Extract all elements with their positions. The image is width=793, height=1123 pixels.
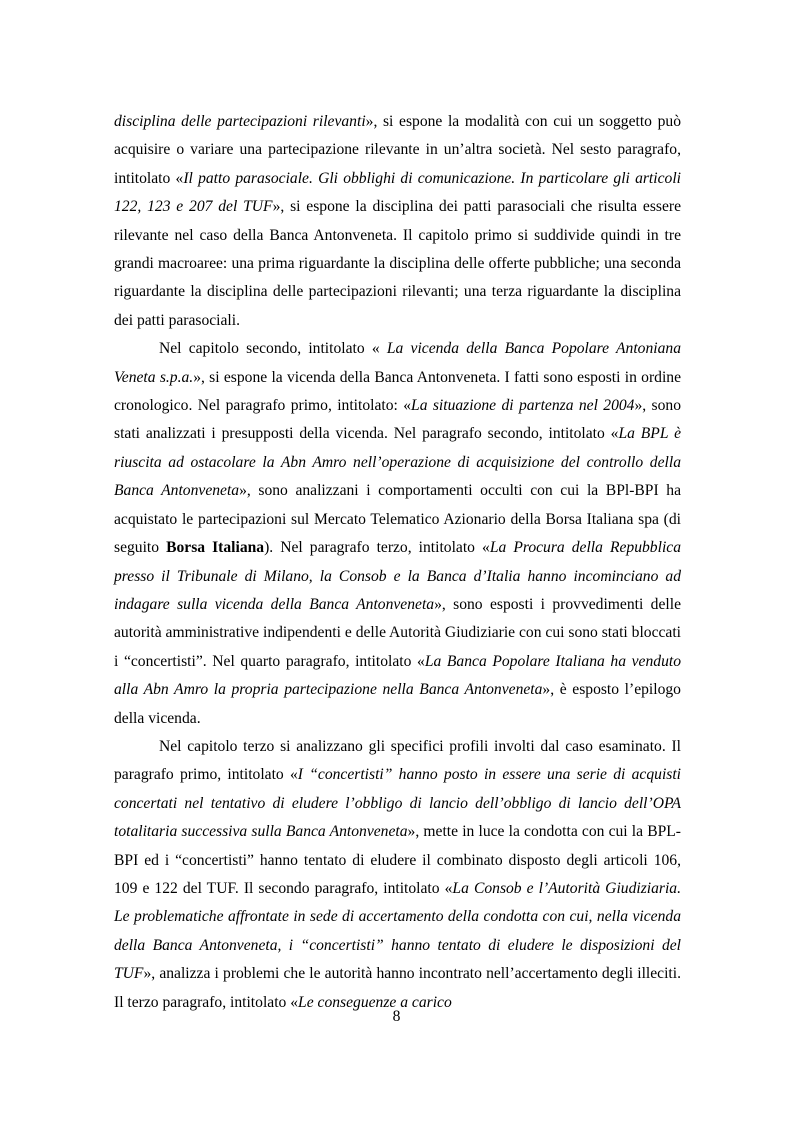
page-number: 8 — [392, 1008, 401, 1025]
text-segment: ). Nel paragrafo terzo, intitolato « — [264, 539, 490, 557]
document-body — [114, 108, 681, 1017]
text-segment: La Consob e l’Autorità Giudiziaria. Le problematiche affrontate in sede di accertamento della condotta con cui, nella vicenda della Banca Antonveneta, i “concertisti” hanno tentato di eludere le disposizioni del TUF — [114, 879, 681, 983]
text-segment: I “concertisti” hanno posto in essere una serie di acquisti concertati nel tentativo di eludere l’obbligo di lancio dell’obbligo di lancio dell’OPA totalitaria successiva sulla Banca Antonveneta — [114, 766, 682, 841]
text-segment: Le conseguenze a carico — [298, 993, 452, 1011]
text-segment: Nel capitolo secondo, intitolato « — [159, 340, 387, 358]
text-segment: Nel capitolo terzo si analizzano gli specifici profili involti dal caso esaminato. Il paragrafo primo, intitolato « — [114, 737, 681, 784]
text-segment: », sono esposti i provvedimenti delle autorità amministrative indipendenti e delle Autorità Giudiziarie con cui sono stati bloccati i “concertisti”. Nel quarto paragrafo, intitolato « — [114, 595, 681, 670]
text-segment: La situazione di partenza nel 2004 — [411, 397, 635, 415]
text-segment: », sono analizzani i comportamenti occulti con cui la BPl-BPI ha acquistato le partecipazioni sul Mercato Telematico Azionario della Borsa Italiana spa (di seguito — [114, 482, 681, 557]
text-segment: », si espone la modalità con cui un soggetto può acquisire o variare una partecipazione rilevante in un’altra società. Nel sesto paragrafo, intitolato « — [114, 113, 681, 187]
text-segment: », mette in luce la condotta con cui la BPL-BPI ed i “concertisti” hanno tentato di eludere il combinato disposto degli articoli 106, 109 e 122 del TUF. Il secondo paragrafo, intitolato « — [114, 823, 681, 897]
paragraph-3 — [114, 733, 681, 1017]
text-segment: », sono stati analizzati i presupposti della vicenda. Nel paragrafo secondo, intitolato « — [114, 397, 681, 443]
text-segment: Borsa Italiana — [166, 539, 265, 557]
text-segment: », si espone la vicenda della Banca Antonveneta. I fatti sono esposti in ordine cronologico. Nel paragrafo primo, intitolato: « — [114, 368, 681, 415]
paragraph-2 — [114, 335, 681, 733]
text-segment: », è esposto l’epilogo della vicenda. — [114, 681, 681, 727]
text-segment: », si espone la disciplina dei patti parasociali che risulta essere rilevante nel caso della Banca Antonveneta. Il capitolo primo si suddivide quindi in tre grandi macroaree: una prima riguardante la disciplina delle offerte pubbliche; una seconda riguardante la disciplina delle partecipazioni rilevanti; una terza riguardante la disciplina dei patti parasociali. — [114, 198, 682, 329]
paragraph-1 — [114, 108, 681, 335]
text-segment: disciplina delle partecipazioni rilevanti — [114, 113, 366, 130]
text-segment: Il patto parasociale. Gli obblighi di comunicazione. In particolare gli articoli 122, 123 e 207 del TUF — [114, 169, 681, 216]
text-segment: La Banca Popolare Italiana ha venduto alla Abn Amro la propria partecipazione nella Banca Antonveneta — [114, 652, 681, 699]
text-segment: La vicenda della Banca Popolare Antoniana Veneta s.p.a. — [114, 340, 681, 386]
text-segment: La Procura della Repubblica presso il Tribunale di Milano, la Consob e la Banca d’Italia hanno incominciano ad indagare sulla vicenda della Banca Antonveneta — [114, 539, 681, 613]
text-segment: La BPL è riuscita ad ostacolare la Abn Amro nell’operazione di acquisizione del controllo della Banca Antonveneta — [114, 425, 681, 500]
text-segment: », analizza i problemi che le autorità hanno incontrato nell’accertamento degli illeciti. Il terzo paragrafo, intitolato « — [114, 965, 681, 1011]
